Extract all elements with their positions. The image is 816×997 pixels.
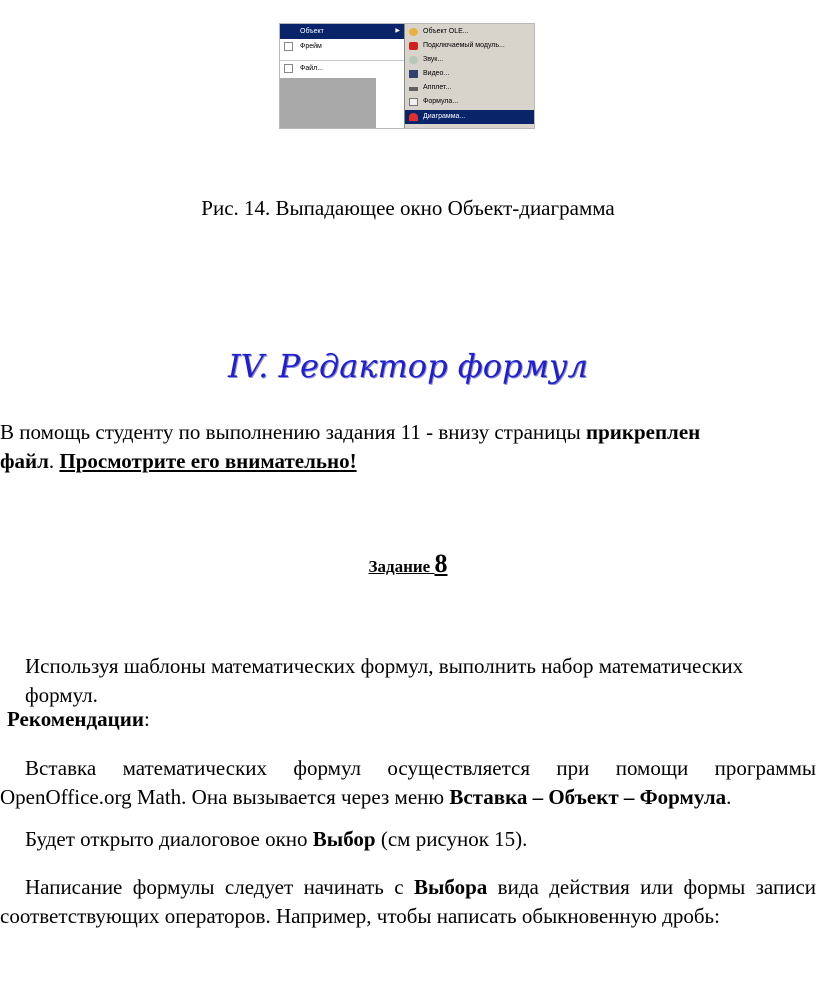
chart-icon: [409, 113, 418, 121]
file-icon: [284, 64, 293, 73]
menu-path: Вставка – Объект – Формула: [449, 785, 727, 809]
recommendations-label: [7, 705, 807, 734]
submenu-item-formula[interactable]: [405, 95, 535, 109]
document-area: [280, 78, 376, 128]
submenu-item-video[interactable]: [405, 67, 535, 81]
menu-item-object[interactable]: [280, 24, 404, 39]
dialog-name: Выбор: [312, 827, 376, 851]
submenu-item-label: Формула...: [423, 98, 459, 105]
para3-line-2: соответствующих операторов. Например, чтобы написать обыкновенную дробь:: [0, 904, 720, 928]
menu-item-label: Объект: [300, 28, 324, 35]
para1-end: .: [726, 785, 732, 809]
submenu-item-chart[interactable]: [405, 110, 535, 124]
para2-text: Будет открыто диалоговое окно: [25, 827, 313, 851]
para3-end: вида действия или формы записи: [487, 875, 816, 899]
intro-bold-attached: прикреплен: [585, 420, 701, 444]
menu-item-file[interactable]: [280, 60, 404, 75]
figure-caption: Рис. 14. Выпадающее окно Объект-диаграмма: [201, 196, 615, 220]
para2-end: (см рисунок 15).: [375, 827, 528, 851]
submenu-arrow-icon: ▶: [395, 28, 400, 34]
menu-screenshot: [279, 23, 535, 129]
submenu-item-plugin[interactable]: [405, 39, 535, 53]
applet-icon: [409, 87, 418, 91]
submenu-item-label: Видео...: [423, 70, 450, 77]
recommendations-title: Рекомендации: [7, 707, 144, 731]
intro-line-2: [0, 447, 816, 476]
para3-text: Написание формулы следует начинать с: [25, 875, 414, 899]
intro-paragraph: [0, 418, 816, 476]
submenu-item-applet[interactable]: [405, 81, 535, 95]
submenu-item-label: Объект OLE...: [423, 28, 469, 35]
submenu-item-label: Диаграмма...: [423, 113, 466, 120]
submenu-item-label: Апплет...: [423, 84, 452, 91]
frame-icon: [284, 42, 293, 51]
object-submenu: [404, 24, 535, 128]
submenu-item-sound[interactable]: [405, 53, 535, 67]
para1-text: OpenOffice.org Math. Она вызывается через меню: [0, 785, 450, 809]
task-number: 8: [434, 549, 448, 578]
menu-item-frame[interactable]: [280, 39, 404, 54]
paragraph-insert-formula: [0, 754, 816, 812]
task-heading: [0, 549, 816, 581]
choice-word: Выбора: [413, 875, 488, 899]
section-heading: IV. Редактор формул: [228, 347, 588, 385]
insert-menu: [280, 24, 404, 128]
submenu-item-ole-object[interactable]: [405, 25, 535, 39]
recommendations-colon: :: [143, 707, 150, 731]
formula-icon: [409, 98, 418, 106]
plugin-icon: [409, 42, 418, 50]
video-icon: [409, 70, 418, 78]
paragraph-writing-formula: [0, 873, 816, 931]
sound-icon: [409, 56, 418, 64]
intro-emphasis: Просмотрите его внимательно!: [59, 449, 357, 473]
para3-line-1: [0, 873, 816, 902]
task-text: Используя шаблоны математических формул, выполнить набор математических формул.: [25, 654, 744, 707]
ole-object-icon: [409, 28, 418, 36]
intro-dot: .: [48, 449, 60, 473]
para1-line-1: Вставка математических формул осуществляется при помощи программы: [25, 756, 816, 780]
intro-bold-file: файл: [0, 449, 49, 473]
menu-item-label: Файл...: [300, 65, 324, 72]
submenu-item-label: Звук...: [423, 56, 444, 63]
submenu-item-label: Подключаемый модуль...: [423, 42, 505, 49]
menu-item-label: Фрейм: [300, 43, 322, 50]
intro-text: В помощь студенту по выполнению задания 11 - внизу страницы: [0, 420, 586, 444]
task-title: Задание: [368, 557, 435, 576]
paragraph-dialog: [25, 825, 816, 854]
para1-line-2: [0, 783, 816, 812]
intro-line-1: [0, 418, 816, 447]
